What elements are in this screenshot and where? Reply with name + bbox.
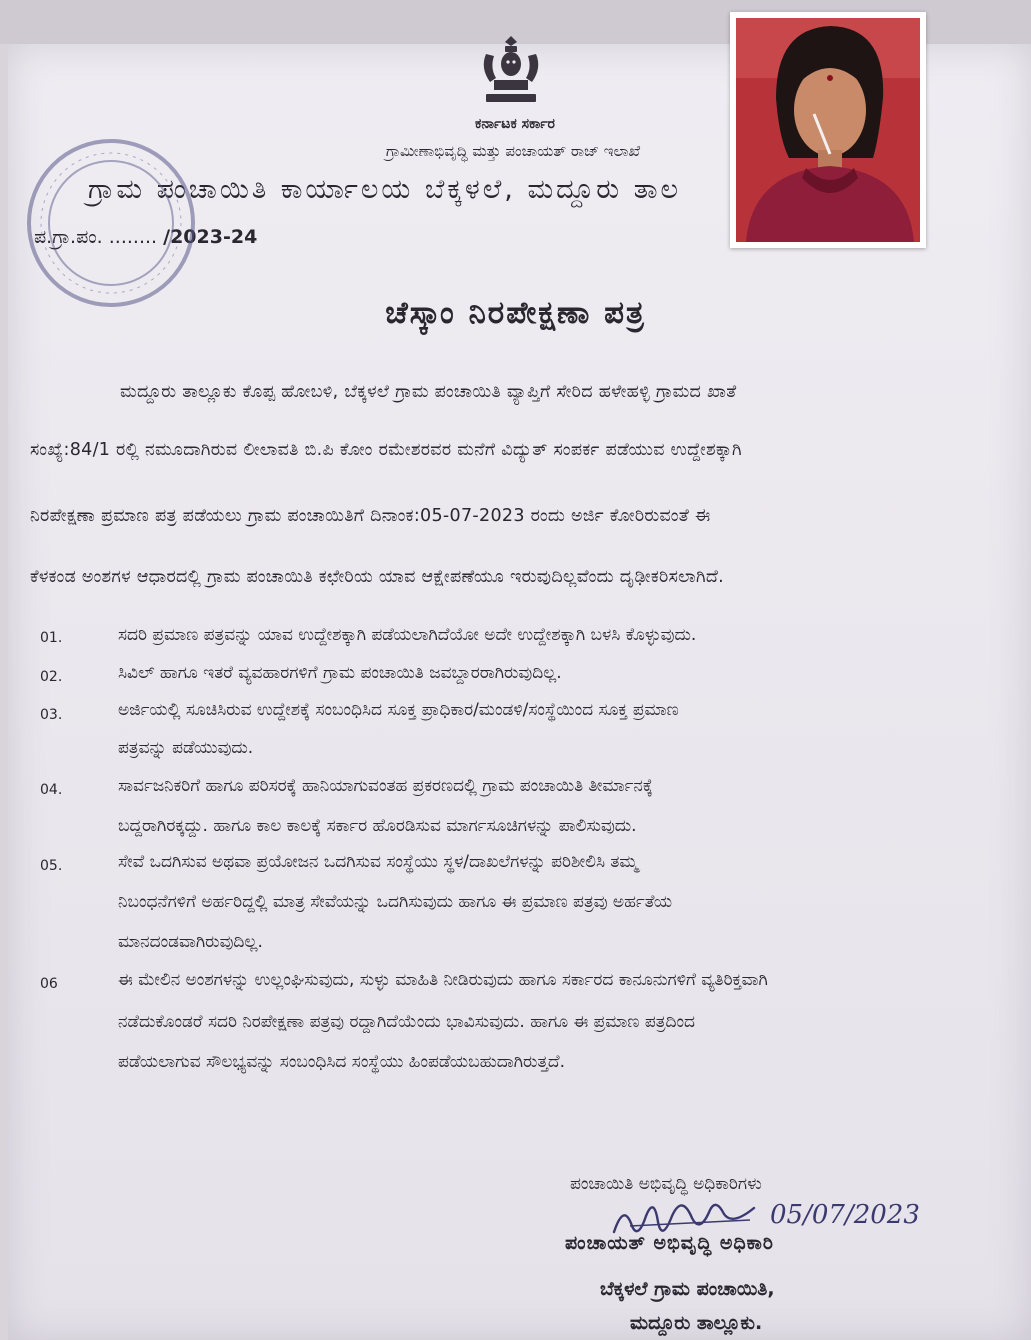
item-number: 01. — [40, 630, 63, 646]
item-number: 04. — [40, 782, 63, 798]
reference-blank: ........ — [108, 226, 158, 248]
item-text: ಈ ಮೇಲಿನ ಅಂಶಗಳನ್ನು ಉಲ್ಲಂಘಿಸುವುದು, ಸುಳ್ಳು ಮಾಹಿತಿ ನೀಡಿರುವುದು ಹಾಗೂ ಸರ್ಕಾರದ ಕಾನೂನುಗಳಿಗೆ ವ್ಯತಿರಿಕ್ತವಾಗಿ — [118, 970, 768, 990]
applicant-photo — [730, 12, 926, 248]
item-number: 02. — [40, 669, 63, 685]
panchayat-stamp: ಬೆಕ್ಕಳಲೆ ಗ್ರಾಮ ಪಂಚಾಯಿತಿ, — [600, 1278, 775, 1300]
item-text: ಸಿವಿಲ್ ಹಾಗೂ ಇತರೆ ವ್ಯವಹಾರಗಳಿಗೆ ಗ್ರಾಮ ಪಂಚಾಯಿತಿ ಜವಬ್ದಾರರಾಗಿರುವುದಿಲ್ಲ. — [118, 663, 562, 683]
item-text: ಪತ್ರವನ್ನು ಪಡೆಯುವುದು. — [118, 738, 254, 758]
document-title: ಚೆಸ್ಕಾಂ ನಿರಪೇಕ್ಷಣಾ ಪತ್ರ — [385, 295, 646, 331]
item-text: ಸದರಿ ಪ್ರಮಾಣ ಪತ್ರವನ್ನು ಯಾವ ಉದ್ದೇಶಕ್ಕಾಗಿ ಪಡೆಯಲಾಗಿದೆಯೋ ಅದೇ ಉದ್ದೇಶಕ್ಕಾಗಿ ಬಳಸಿ ಕೊಳ್ಳುವುದು. — [118, 625, 697, 645]
paragraph-line: ಕೆಳಕಂಡ ಅಂಶಗಳ ಆಧಾರದಲ್ಲಿ ಗ್ರಾಮ ಪಂಚಾಯಿತಿ ಕಛೇರಿಯ ಯಾವ ಆಕ್ಷೇಪಣೆಯೂ ಇರುವುದಿಲ್ಲವೆಂದು ದೃಢೀಕರಿಸಲಾಗಿದೆ. — [30, 567, 725, 587]
item-text: ಸಾರ್ವಜನಿಕರಿಗೆ ಹಾಗೂ ಪರಿಸರಕ್ಕೆ ಹಾನಿಯಾಗುವಂತಹ ಪ್ರಕರಣದಲ್ಲಿ ಗ್ರಾಮ ಪಂಚಾಯಿತಿ ತೀರ್ಮಾನಕ್ಕೆ — [118, 776, 653, 796]
item-text: ಪಡೆಯಲಾಗುವ ಸೌಲಭ್ಯವನ್ನು ಸಂಬಂಧಿಸಿದ ಸಂಸ್ಥೆಯು ಹಿಂಪಡೆಯಬಹುದಾಗಿರುತ್ತದೆ. — [118, 1052, 565, 1072]
item-text: ನಿಬಂಧನೆಗಳಿಗೆ ಅರ್ಹರಿದ್ದಲ್ಲಿ ಮಾತ್ರ ಸೇವೆಯನ್ನು ಒದಗಿಸುವುದು ಹಾಗೂ ಈ ಪ್ರಮಾಣ ಪತ್ರವು ಅರ್ಹತೆಯ — [118, 892, 673, 912]
department-name: ಗ್ರಾಮೀಣಾಭಿವೃದ್ಧಿ ಮತ್ತು ಪಂಚಾಯತ್ ರಾಜ್ ಇಲಾಖೆ — [385, 142, 641, 160]
item-text: ಮಾನದಂಡವಾಗಿರುವುದಿಲ್ಲ. — [118, 932, 263, 952]
paragraph-line: ಮದ್ದೂರು ತಾಲ್ಲೂಕು ಕೊಪ್ಪ ಹೋಬಳಿ, ಬೆಕ್ಕಳಲೆ ಗ್ರಾಮ ಪಂಚಾಯಿತಿ ವ್ಯಾಪ್ತಿಗೆ ಸೇರಿದ ಹಳೇಹಳ್ಳಿ ಗ್ರಾಮದ ಖಾತೆ — [120, 382, 737, 402]
item-text: ನಡೆದುಕೊಂಡರೆ ಸದರಿ ನಿರಪೇಕ್ಷಣಾ ಪತ್ರವು ರದ್ದಾಗಿದೆಯೆಂದು ಭಾವಿಸುವುದು. ಹಾಗೂ ಈ ಪ್ರಮಾಣ ಪತ್ರದಿಂದ — [118, 1012, 695, 1032]
item-text: ಬದ್ದರಾಗಿರಕ್ಕದ್ದು. ಹಾಗೂ ಕಾಲ ಕಾಲಕ್ಕೆ ಸರ್ಕಾರ ಹೊರಡಿಸುವ ಮಾರ್ಗಸೂಚಿಗಳನ್ನು ಪಾಲಿಸುವುದು. — [118, 816, 637, 836]
paragraph-line: ಸಂಖ್ಯೆ:84/1 ರಲ್ಲಿ ನಮೂದಾಗಿರುವ ಲೀಲಾವತಿ ಬಿ.ಪಿ ಕೋಂ ರಮೇಶರವರ ಮನೆಗೆ ವಿದ್ಯುತ್ ಸಂಪರ್ಕ ಪಡೆಯುವ ಉದ್ದೇಶಕ್ಕಾಗಿ — [30, 440, 742, 460]
item-text: ಸೇವೆ ಒದಗಿಸುವ ಅಥವಾ ಪ್ರಯೋಜನ ಒದಗಿಸುವ ಸಂಸ್ಥೆಯು ಸ್ಥಳ/ದಾಖಲೆಗಳನ್ನು ಪರಿಶೀಲಿಸಿ ತಮ್ಮ — [118, 852, 638, 872]
paragraph-line: ನಿರಪೇಕ್ಷಣಾ ಪ್ರಮಾಣ ಪತ್ರ ಪಡೆಯಲು ಗ್ರಾಮ ಪಂಚಾಯಿತಿಗೆ ದಿನಾಂಕ:05-07-2023 ರಂದು ಅರ್ಜಿ ಕೋರಿರುವಂತೆ ಈ — [30, 506, 711, 526]
signatory-role: ಪಂಚಾಯಿತಿ ಅಭಿವೃದ್ಧಿ ಅಧಿಕಾರಿಗಳು — [570, 1174, 762, 1194]
signature-date: 05/07/2023 — [770, 1200, 920, 1230]
reference-year: /2023-24 — [163, 226, 258, 248]
office-title: ಗ್ರಾಮ ಪಂಚಾಯಿತಿ ಕಾರ್ಯಾಲಯ ಬೆಕ್ಕಳಲೆ, ಮದ್ದೂರು ತಾಲ — [88, 174, 682, 205]
reference-label: ಪ.ಗ್ರಾ.ಪಂ. — [34, 226, 109, 248]
government-name: ಕರ್ನಾಟಕ ಸರ್ಕಾರ — [475, 116, 555, 132]
item-number: 06 — [40, 976, 58, 992]
item-number: 05. — [40, 858, 63, 874]
item-number: 03. — [40, 707, 63, 723]
state-emblem-icon — [472, 34, 550, 110]
applicant-portrait — [736, 18, 920, 242]
official-seal-icon — [16, 128, 206, 318]
item-text: ಅರ್ಜಿಯಲ್ಲಿ ಸೂಚಿಸಿರುವ ಉದ್ದೇಶಕ್ಕೆ ಸಂಬಂಧಿಸಿದ ಸೂಕ್ತ ಪ್ರಾಧಿಕಾರ/ಮಂಡಳಿ/ಸಂಸ್ಥೆಯಿಂದ ಸೂಕ್ತ ಪ್ರಮಾಣ — [118, 700, 679, 720]
designation-stamp: ಪಂಚಾಯತ್ ಅಭಿವೃದ್ಧಿ ಅಧಿಕಾರಿ — [565, 1232, 774, 1254]
taluk-stamp: ಮದ್ದೂರು ತಾಲ್ಲೂಕು. — [630, 1312, 763, 1334]
